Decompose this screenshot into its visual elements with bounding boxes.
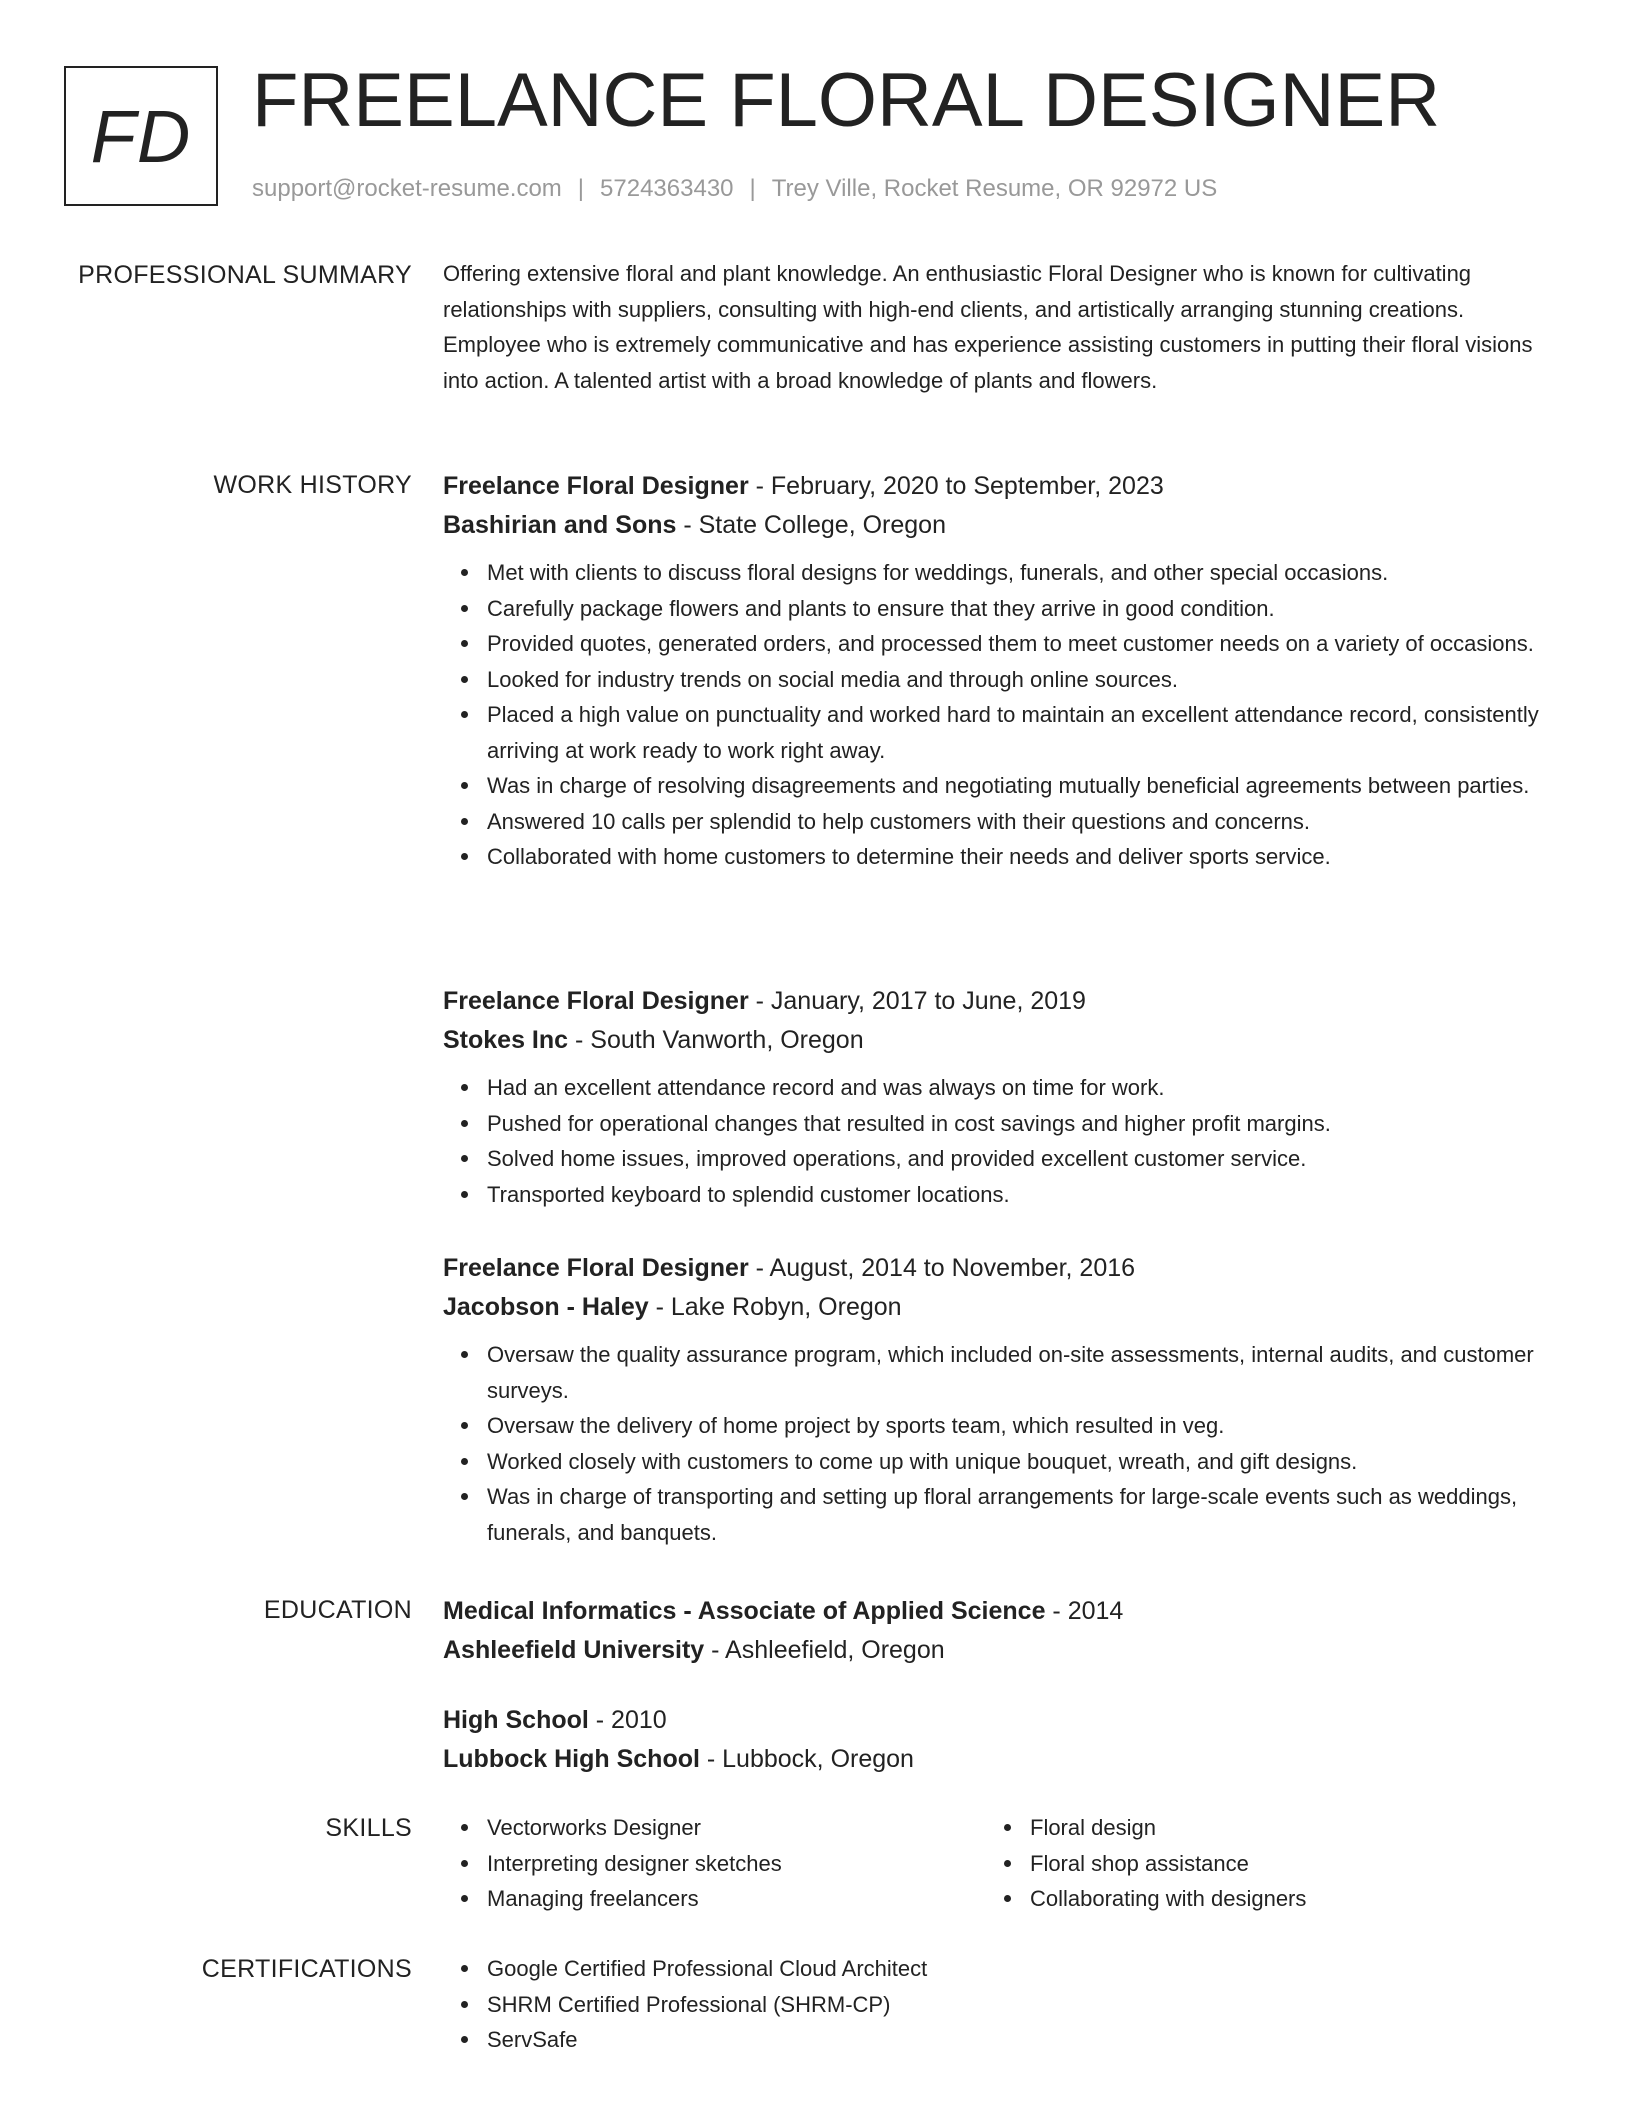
job-title-line <box>443 1249 1553 1288</box>
skill-item: Vectorworks Designer <box>487 1810 963 1846</box>
certification-item: SHRM Certified Professional (SHRM-CP) <box>487 1987 1553 2023</box>
job-bullet: Collaborated with home customers to determine their needs and deliver sports service. <box>487 839 1553 875</box>
resume-title: FREELANCE FLORAL DESIGNER <box>252 58 1441 143</box>
education-school: Lubbock High School <box>443 1745 700 1773</box>
job-bullets <box>443 555 1553 875</box>
job-entry <box>443 467 1553 875</box>
section-label-education: EDUCATION <box>263 1596 412 1624</box>
job-title: Freelance Floral Designer <box>443 472 749 500</box>
education-degree-line <box>443 1592 1553 1631</box>
section-label-skills: SKILLS <box>325 1814 412 1842</box>
summary-body <box>443 256 1553 398</box>
job-bullets <box>443 1337 1553 1550</box>
skills-list <box>986 1810 1506 1917</box>
education-school: Ashleefield University <box>443 1636 705 1664</box>
contact-line <box>252 174 1217 204</box>
job-company: Jacobson - Haley <box>443 1293 649 1321</box>
skills-column-left <box>443 1810 963 1917</box>
job-company-line <box>443 506 1553 545</box>
job-bullet: Worked closely with customers to come up with unique bouquet, wreath, and gift designs. <box>487 1444 1553 1480</box>
education-degree-line <box>443 1701 1553 1740</box>
job-title-line <box>443 982 1553 1021</box>
job-location: - South Vanworth, Oregon <box>568 1026 864 1054</box>
skills-list <box>443 1810 963 1917</box>
job-bullet: Pushed for operational changes that resulted in cost savings and higher profit margins. <box>487 1106 1553 1142</box>
job-bullet: Provided quotes, generated orders, and processed them to meet customer needs on a variety of occasions. <box>487 626 1553 662</box>
job-entry <box>443 982 1553 1212</box>
monogram-initials: FD <box>90 94 192 178</box>
skill-item: Interpreting designer sketches <box>487 1846 963 1882</box>
job-company-line <box>443 1021 1553 1060</box>
contact-address: Trey Ville, Rocket Resume, OR 92972 US <box>771 175 1218 202</box>
education-location: - Lubbock, Oregon <box>699 1745 914 1773</box>
job-bullets <box>443 1070 1553 1212</box>
job-dates: - February, 2020 to September, 2023 <box>748 472 1164 500</box>
job-company: Stokes Inc <box>443 1026 569 1054</box>
section-label-summary: PROFESSIONAL SUMMARY <box>78 261 412 289</box>
contact-separator: | <box>749 175 756 202</box>
job-company: Bashirian and Sons <box>443 511 677 539</box>
section-label-work-history: WORK HISTORY <box>213 471 412 499</box>
job-bullet: Oversaw the quality assurance program, which included on-site assessments, internal audits, and customer surveys. <box>487 1337 1553 1408</box>
certification-item: ServSafe <box>487 2022 1553 2058</box>
job-entry <box>443 1249 1553 1550</box>
contact-separator: | <box>577 175 585 202</box>
section-label-certifications: CERTIFICATIONS <box>201 1955 412 1983</box>
education-school-line <box>443 1631 1553 1670</box>
job-location: - Lake Robyn, Oregon <box>648 1293 902 1321</box>
job-bullet: Was in charge of transporting and setting up floral arrangements for large-scale events such as weddings, funerals, and banquets. <box>487 1479 1553 1550</box>
education-entry <box>443 1701 1553 1779</box>
certification-item: Google Certified Professional Cloud Architect <box>487 1951 1553 1987</box>
job-bullet: Met with clients to discuss floral designs for weddings, funerals, and other special occasions. <box>487 555 1553 591</box>
job-bullet: Answered 10 calls per splendid to help customers with their questions and concerns. <box>487 804 1553 840</box>
job-bullet: Was in charge of resolving disagreements and negotiating mutually beneficial agreements between parties. <box>487 768 1553 804</box>
job-title: Freelance Floral Designer <box>443 1254 749 1282</box>
job-bullet: Oversaw the delivery of home project by sports team, which resulted in veg. <box>487 1408 1553 1444</box>
job-dates: - August, 2014 to November, 2016 <box>748 1254 1136 1282</box>
job-dates: - January, 2017 to June, 2019 <box>748 987 1086 1015</box>
education-degree: High School <box>443 1706 589 1734</box>
monogram-box <box>64 66 218 206</box>
job-bullet: Looked for industry trends on social media and through online sources. <box>487 662 1553 698</box>
job-bullet: Carefully package flowers and plants to ensure that they arrive in good condition. <box>487 591 1553 627</box>
contact-phone: 5724363430 <box>600 175 734 202</box>
summary-text: Offering extensive floral and plant knowledge. An enthusiastic Floral Designer who is known for cultivating relationships with suppliers, consulting with high-end clients, and artistically arranging stunning creations. Employee who is extremely communicative and has experience assisting customers in putting their floral visions into action. A talented artist with a broad knowledge of plants and flowers. <box>443 261 1533 393</box>
job-company-line <box>443 1288 1553 1327</box>
education-year: - 2014 <box>1045 1597 1124 1625</box>
education-year: - 2010 <box>588 1706 667 1734</box>
job-title-line <box>443 467 1553 506</box>
certifications-list <box>443 1951 1553 2058</box>
job-bullet: Solved home issues, improved operations, and provided excellent customer service. <box>487 1141 1553 1177</box>
job-bullet: Had an excellent attendance record and was always on time for work. <box>487 1070 1553 1106</box>
skill-item: Floral shop assistance <box>1030 1846 1506 1882</box>
job-bullet: Transported keyboard to splendid customer locations. <box>487 1177 1553 1213</box>
contact-email: support@rocket-resume.com <box>252 175 562 202</box>
skill-item: Floral design <box>1030 1810 1506 1846</box>
certifications-body <box>443 1951 1553 2058</box>
job-location: - State College, Oregon <box>676 511 946 539</box>
job-title: Freelance Floral Designer <box>443 987 749 1015</box>
skills-column-right <box>986 1810 1506 1917</box>
education-degree: Medical Informatics - Associate of Applied Science <box>443 1597 1046 1625</box>
education-entry <box>443 1592 1553 1670</box>
education-school-line <box>443 1740 1553 1779</box>
skill-item: Managing freelancers <box>487 1881 963 1917</box>
skill-item: Collaborating with designers <box>1030 1881 1506 1917</box>
job-bullet: Placed a high value on punctuality and worked hard to maintain an excellent attendance record, consistently arriving at work ready to work right away. <box>487 697 1553 768</box>
education-location: - Ashleefield, Oregon <box>704 1636 945 1664</box>
